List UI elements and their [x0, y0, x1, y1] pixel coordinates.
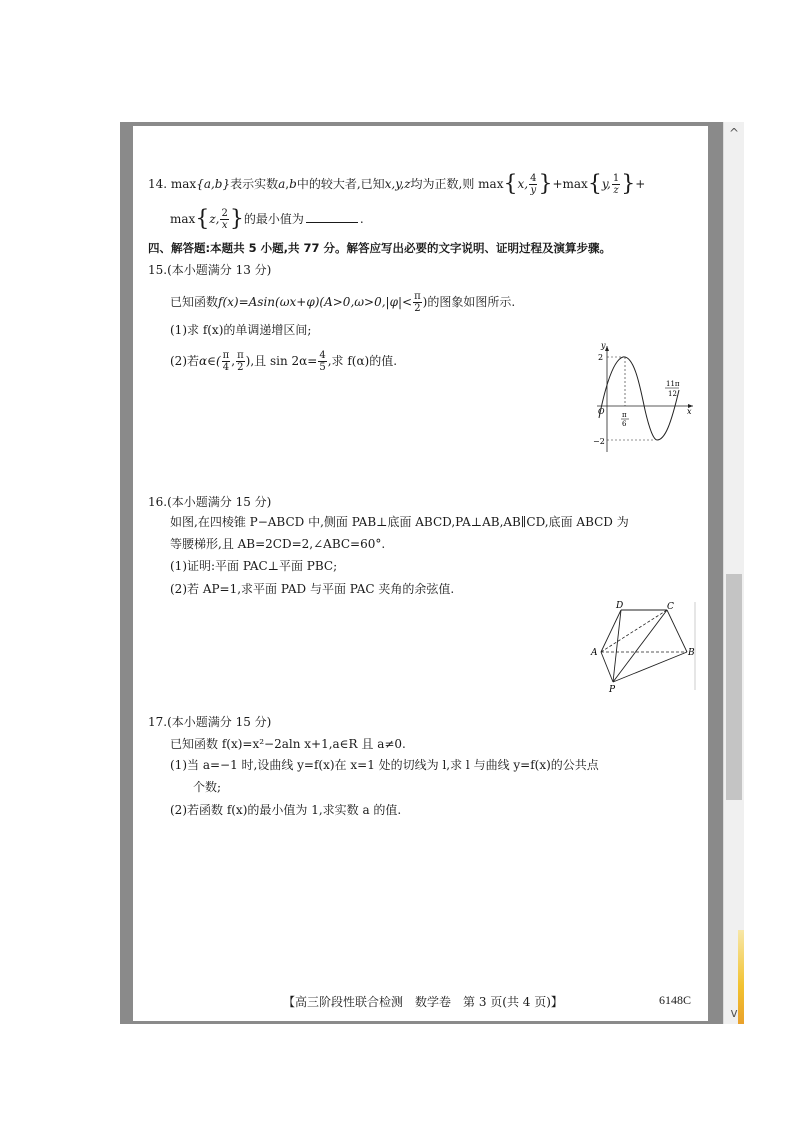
fraction: $\frac{4}{5}$ [319, 350, 326, 373]
page-footer-code: 6148C [659, 993, 692, 1007]
q17-heading: 17.(本小题满分 15 分) [148, 715, 272, 729]
q16-part1: (1)证明:平面 PAC⊥平面 PBC; [170, 559, 338, 573]
q14-line1: 14. max{a,b}表示实数a,b中的较大者,已知x,y,z均为正数,则 max{x, $\frac{4}{y}$ }+max{y, $\frac{1}{z}$ }+ [148, 171, 646, 197]
tick-pi6-num: π [622, 411, 627, 419]
vertex-D: D [616, 601, 624, 611]
tick-pi6-den: 6 [622, 420, 627, 428]
scroll-up-arrow-icon[interactable]: ^ [728, 126, 740, 140]
fraction: $\frac{1}{z}$ [612, 173, 620, 196]
fraction: $\frac{\pi}{2}$ [414, 291, 421, 314]
q17-part1-line1: (1)当 a=−1 时,设曲线 y=f(x)在 x=1 处的切线为 l,求 l 与曲线 y=f(x)的公共点 [170, 758, 599, 772]
q15-part2: (2)若α∈( $\frac{\pi}{4}$ , $\frac{\pi}{2}$ ),且 sin 2α= $\frac{4}{5}$ ,求 f(α)的值. [170, 350, 398, 373]
tick-11pi12-den: 12 [668, 390, 677, 398]
origin-label: O [598, 407, 605, 416]
tick-11pi12-num: 11π [666, 380, 680, 388]
vertex-A: A [591, 648, 598, 658]
q16-line2: 等腰梯形,且 AB=2CD=2,∠ABC=60°. [170, 537, 386, 551]
fraction: $\frac{2}{x}$ [221, 208, 228, 231]
scroll-thumb[interactable] [726, 574, 742, 800]
q16-part2: (2)若 AP=1,求平面 PAD 与平面 PAC 夹角的余弦值. [170, 582, 455, 596]
sine-graph [589, 340, 699, 456]
q16-heading: 16.(本小题满分 15 分) [148, 495, 272, 509]
fraction: $\frac{4}{y}$ [530, 173, 537, 196]
section-heading: 四、解答题:本题共 5 小题,共 77 分。解答应写出必要的文字说明、证明过程及演算步骤。 [148, 241, 611, 255]
q16-line1: 如图,在四棱锥 P−ABCD 中,侧面 PAB⊥底面 ABCD,PA⊥AB,AB∥CD,底面 ABCD 为 [170, 515, 629, 529]
x-axis-label: x [687, 407, 692, 416]
q15-heading: 15.(本小题满分 13 分) [148, 263, 272, 277]
scroll-down-arrow-icon[interactable]: v [730, 1006, 738, 1020]
vertex-P: P [609, 685, 616, 694]
vertex-B: B [688, 648, 695, 658]
fraction: $\frac{\pi}{2}$ [237, 350, 244, 373]
answer-blank [306, 212, 358, 223]
pyramid-figure [587, 598, 699, 694]
q17-part1-line2: 个数; [193, 780, 222, 794]
y-axis-label: y [601, 341, 606, 350]
page-footer-title: 【高三阶段性联合检测 数学卷 第 3 页(共 4 页)】 [283, 995, 563, 1009]
q15-stem: 已知函数f(x)=Asin(ωx+φ)(A>0,ω>0,|φ|< $\frac{\pi}{2}$ )的图象如图所示. [170, 291, 516, 314]
edge-accent-decoration [738, 930, 744, 1024]
vertex-C: C [667, 602, 674, 612]
fraction: $\frac{\pi}{4}$ [222, 350, 230, 373]
q15-part1: (1)求 f(x)的单调递增区间; [170, 323, 312, 337]
y-min-label: −2 [593, 437, 605, 446]
q17-part2: (2)若函数 f(x)的最小值为 1,求实数 a 的值. [170, 803, 402, 817]
vertical-scrollbar[interactable] [723, 122, 744, 1024]
y-max-label: 2 [598, 353, 604, 362]
q17-stem: 已知函数 f(x)=x²−2aln x+1,a∈R 且 a≠0. [170, 737, 406, 751]
q14-line2: max{z, $\frac{2}{x}$ }的最小值为 . [170, 206, 364, 232]
